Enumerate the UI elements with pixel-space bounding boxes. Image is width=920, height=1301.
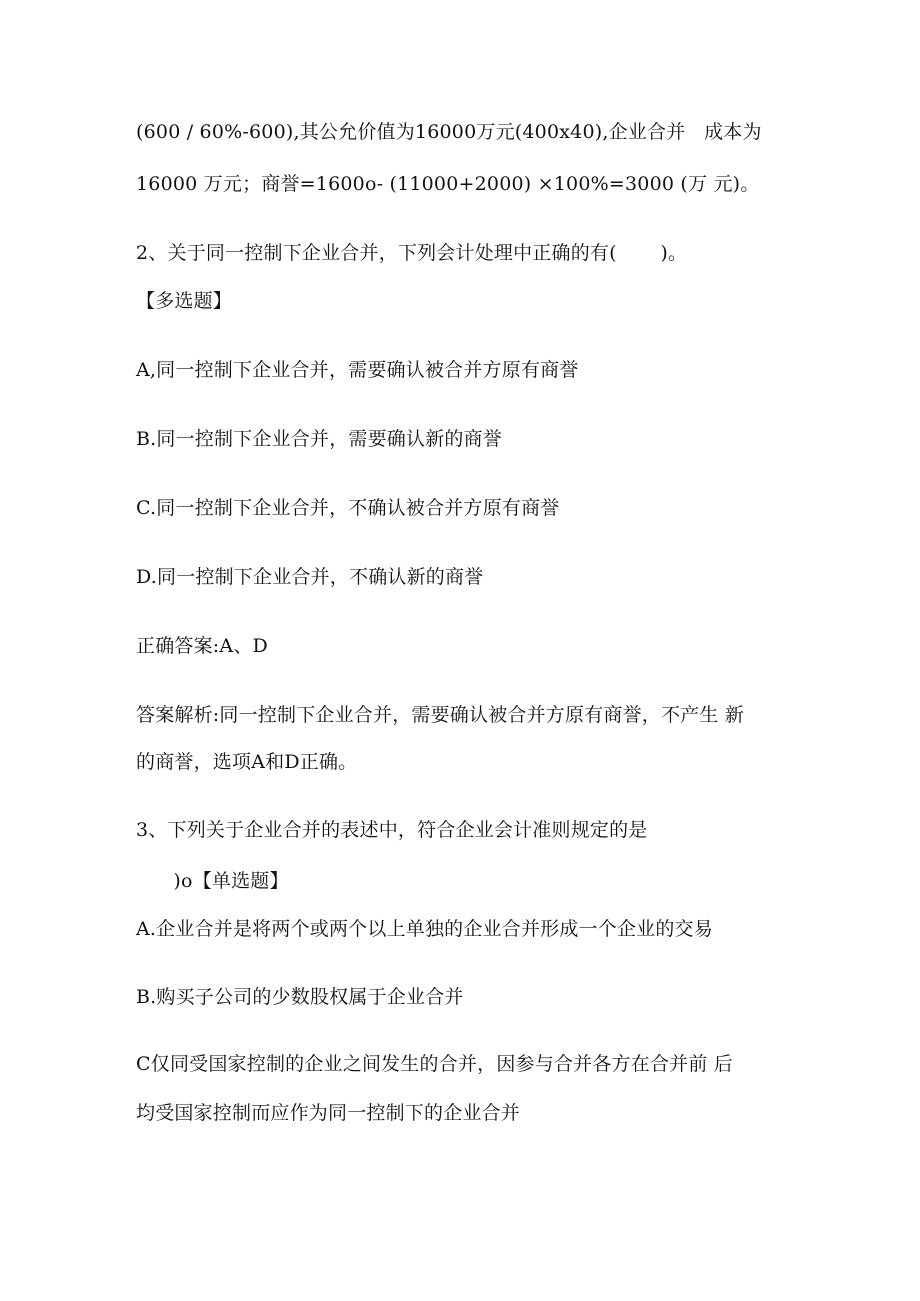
question-3-option-c-2: 均受国家控制而应作为同一控制下的企业合并	[136, 1102, 521, 1124]
question-2-type: 【多选题】	[136, 290, 233, 312]
question-3-stem: 3、下列关于企业合并的表述中，符合企业会计准则规定的是	[136, 819, 648, 841]
question-2-analysis-2: 的商誉，选项A和D正确。	[136, 751, 358, 773]
question-2-option-a: A,同一控制下企业合并，需要确认被合并方原有商誉	[136, 359, 579, 381]
text-line-q1-explanation-1: (600 / 60%-600),其公允价值为16000万元(400x40),企业合并 成本为	[136, 121, 762, 143]
question-3-type: )o【单选题】	[136, 870, 289, 892]
question-3-option-a: A.企业合并是将两个或两个以上单独的企业合并形成一个企业的交易	[136, 918, 713, 940]
question-2-option-c: C.同一控制下企业合并，不确认被合并方原有商誉	[136, 497, 560, 519]
question-2-analysis-1: 答案解析:同一控制下企业合并，需要确认被合并方原有商誉，不产生 新	[136, 704, 745, 726]
question-2-option-b: B.同一控制下企业合并，需要确认新的商誉	[136, 428, 503, 450]
question-3-option-b: B.购买子公司的少数股权属于企业合并	[136, 986, 464, 1008]
question-2-option-d: D.同一控制下企业合并，不确认新的商誉	[136, 566, 484, 588]
question-2-stem: 2、关于同一控制下企业合并，下列会计处理中正确的有( )。	[136, 242, 688, 264]
question-2-answer: 正确答案:A、D	[136, 635, 268, 657]
text-line-q1-explanation-2: 16000 万元；商誉=1600o- (11000+2000) ×100%=3000 (万 元)。	[136, 173, 760, 195]
question-3-option-c-1: C仅同受国家控制的企业之间发生的合并，因参与合并各方在合并前 后	[136, 1053, 733, 1075]
